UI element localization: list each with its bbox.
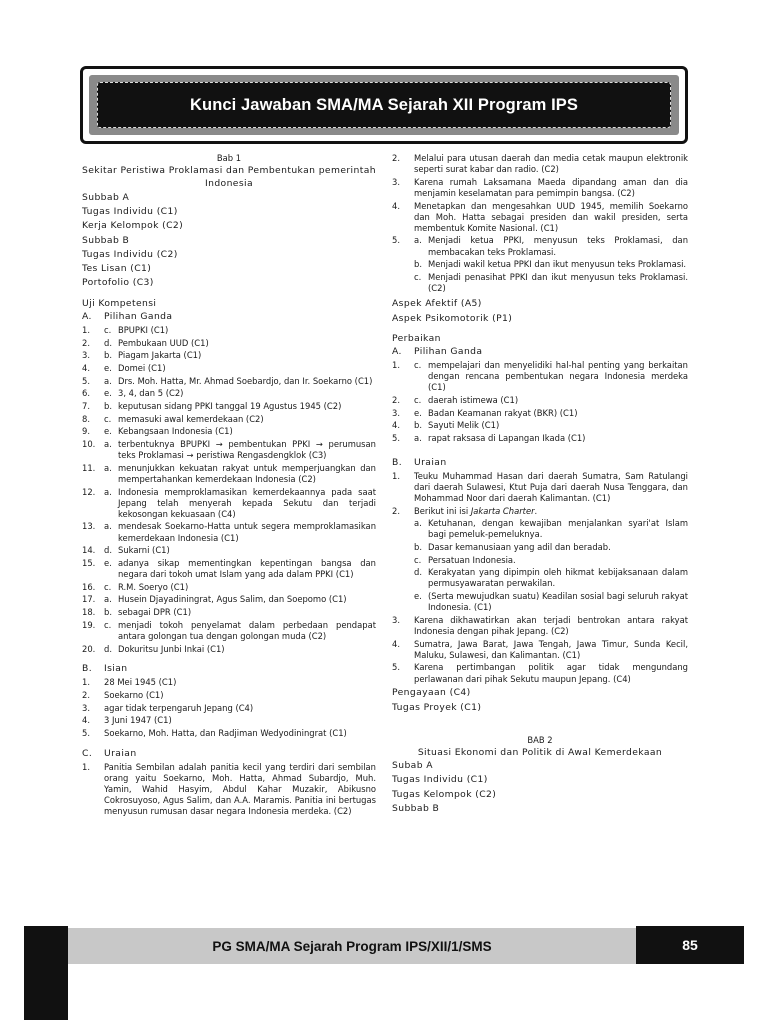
list-item (82, 607, 376, 618)
item-number: 3. (392, 176, 400, 187)
item-text: Domei (C1) (118, 362, 166, 373)
left-column (82, 153, 376, 819)
item-number: 3. (392, 614, 400, 625)
item-number: 3. (392, 407, 400, 418)
item-text: daerah istimewa (C1) (428, 394, 519, 405)
item-number: 9. (82, 426, 90, 437)
list-item: 2. Berikut ini isi Jakarta Charter. (392, 505, 538, 516)
item-text: Karena dikhawatirkan akan terjadi bentrokan antara rakyat Indonesia dengan pihak Jepang. (C2) (414, 614, 688, 636)
item-text: keputusan sidang PPKI tanggal 19 Agustus 1945 (C2) (118, 400, 342, 411)
item-text: Kerakyatan yang dipimpin oleh hikmat kebijaksanaan dalam permusyawaratan perwakilan. (428, 567, 688, 589)
fill-in-list (82, 677, 376, 739)
item-text: Drs. Moh. Hatta, Mr. Ahmad Soebardjo, dan Ir. Soekarno (C1) (118, 375, 373, 386)
item-number: 8. (82, 413, 90, 424)
list-item (392, 201, 688, 234)
item-text: 3, 4, dan 5 (C2) (118, 388, 184, 399)
item-letter: b. (414, 259, 422, 270)
essay-list (82, 762, 376, 817)
item-number: 5. (392, 662, 400, 673)
list-item (82, 677, 376, 688)
item-text: agar tidak terpengaruh Jepang (C4) (104, 702, 254, 713)
footer-text: PG SMA/MA Sejarah Program IPS/XII/1/SMS (212, 938, 492, 954)
item-letter: c. (414, 554, 422, 565)
item-text: R.M. Soeryo (C1) (118, 581, 189, 592)
chapter-number: Bab 1 (216, 153, 242, 163)
item-letter: a. (104, 486, 112, 497)
item-letter: b. (104, 607, 112, 618)
title-frame (80, 66, 688, 144)
item-number: 15. (82, 557, 96, 568)
item-number: 13. (82, 521, 96, 532)
item-letter: c. (104, 324, 112, 335)
item-number: 4. (82, 362, 90, 373)
item-text: Karena pertimbangan politik agar tidak mengundang perlawanan dari pihak Sekutu maupun Jepang. (C4) (414, 662, 688, 684)
item-number: 5. (82, 375, 90, 386)
item-text: adanya sikap mementingkan kepentingan bangsa dan negara dari tokoh umat Islam yang ada dalam PPKI (C1) (118, 557, 376, 579)
item-letter: e. (104, 426, 112, 437)
item-text: Badan Keamanan rakyat (BKR) (C1) (428, 407, 578, 418)
item-number: 4. (392, 420, 400, 431)
item-text: Melalui para utusan daerah dan media cetak maupun elektronik seperti surat kabar dan radio. (C2) (414, 153, 688, 175)
assessment-label: Kerja Kelompok (C2) (82, 220, 184, 232)
item-number: 4. (82, 715, 90, 726)
list-item (392, 420, 688, 431)
item-number: 1. (82, 324, 90, 335)
item-text: menunjukkan kekuatan rakyat untuk memperjuangkan dan mempertahankan kemerdekaan Indonesia (C2) (118, 462, 376, 484)
list-item (82, 426, 376, 437)
subsection-heading: A. Pilihan Ganda (82, 310, 173, 322)
section-heading: Uji Kompetensi (82, 297, 157, 309)
item-letter: e. (414, 591, 422, 602)
item-text: Dokuritsu Junbi Inkai (C1) (118, 643, 225, 654)
list-item (82, 376, 376, 387)
list-item (392, 360, 688, 393)
item-text: Sukarni (C1) (118, 545, 170, 556)
item-text: Sumatra, Jawa Barat, Jawa Tengah, Jawa Timur, Sunda Kecil, Maluku, Sulawesi, dan Kalimantan. (C1) (414, 638, 688, 660)
multiple-choice-list (392, 360, 688, 444)
item-number: 1. (82, 761, 90, 772)
list-item (414, 518, 688, 540)
item-text: Menjadi wakil ketua PPKI dan ikut menyusun teks Proklamasi. (428, 259, 687, 270)
multiple-choice-list (82, 325, 376, 655)
item-text: memasuki awal kemerdekaan (C2) (118, 413, 264, 424)
item-text: BPUPKI (C1) (118, 324, 169, 335)
item-text: Piagam Jakarta (C1) (118, 350, 202, 361)
right-column (392, 153, 688, 816)
item-number: 3. (82, 350, 90, 361)
list-item (414, 272, 688, 294)
item-letter: b. (414, 420, 422, 431)
subsection-heading: B. Isian (82, 663, 128, 675)
item-number: 6. (82, 388, 90, 399)
list-item (414, 259, 688, 270)
item-number: 19. (82, 619, 96, 630)
list-item (82, 439, 376, 461)
item-text: Soekarno, Moh. Hatta, dan Radjiman Wedyodiningrat (C1) (104, 727, 347, 738)
item-letter: a. (104, 375, 112, 386)
list-item (82, 703, 376, 714)
list-item (392, 153, 688, 175)
item-number: 18. (82, 607, 96, 618)
list-item (82, 325, 376, 336)
item-letter: d. (104, 337, 112, 348)
item-letter: b. (414, 541, 422, 552)
chapter-title: Sekitar Peristiwa Proklamasi dan Pembentukan pemerintah Indonesia (82, 165, 376, 190)
list-item (82, 414, 376, 425)
item-text: Dasar kemanusiaan yang adil dan beradab. (428, 541, 611, 552)
item-text: 3 Juni 1947 (C1) (104, 715, 172, 726)
item-number: 16. (82, 581, 96, 592)
list-item (392, 433, 688, 444)
item-text: Soekarno (C1) (104, 689, 164, 700)
item-text: mendesak Soekarno-Hatta untuk segera memproklamasikan kemerdekaan Indonesia (C1) (118, 521, 376, 543)
list-item (414, 235, 688, 257)
item-number: 2. (82, 337, 90, 348)
aspect-label: Aspek Psikomotorik (P1) (392, 312, 513, 324)
list-item (82, 582, 376, 593)
item-letter: a. (104, 521, 112, 532)
footer-left-block (24, 926, 68, 1020)
item-letter: e. (104, 388, 112, 399)
assessment-label: Tugas Individu (C1) (392, 774, 488, 786)
assessment-label: Pengayaan (C4) (392, 687, 471, 699)
list-item (82, 644, 376, 655)
item-text: mempelajari dan menyelidiki hal-hal penting yang berkaitan dengan rencana pembentukan negara Indonesia merdeka (C1) (428, 360, 688, 393)
chapter-number: BAB 2 (527, 734, 553, 745)
assessment-labels (82, 191, 376, 291)
chapter-title: Situasi Ekonomi dan Politik di Awal Kemerdekaan (417, 746, 663, 758)
footer-bar (68, 928, 636, 964)
item-letter: b. (104, 350, 112, 361)
item-number: 10. (82, 439, 96, 449)
charter-list (392, 518, 688, 613)
list-item (82, 715, 376, 726)
assessment-label: Tugas Kelompok (C2) (392, 788, 497, 800)
list-item (82, 363, 376, 374)
item-text: rapat raksasa di Lapangan Ikada (C1) (428, 433, 586, 443)
item-letter: a. (104, 594, 112, 605)
list-item: 5. a. Menjadi ketua PPKI, menyusun teks Proklamasi, dan membacakan teks Proklamasi. b. Menjadi wakil ketua PPKI dan ikut menyusun teks Proklamasi. c. Menjadi penasihat PPKI dan ikut menyusun teks Proklamasi. (C2) (392, 235, 688, 293)
page-title: Kunci Jawaban SMA/MA Sejarah XII Program IPS (190, 95, 578, 114)
item-letter: a. (414, 235, 422, 246)
item-text: terbentuknya BPUPKI → pembentukan PPKI → perumusan teks Proklamasi → peristiwa Rengasdengklok (C3) (118, 439, 376, 461)
list-item (414, 555, 688, 566)
list-item (392, 177, 688, 199)
subsection-heading: A. Pilihan Ganda (392, 346, 483, 358)
item-number: 20. (82, 643, 96, 654)
list-item (414, 542, 688, 553)
item-letter: d. (414, 567, 422, 578)
title-box (97, 82, 671, 128)
item-letter: d. (104, 643, 112, 654)
list-item (392, 639, 688, 661)
list-item (392, 615, 688, 637)
assessment-label: Tugas Proyek (C1) (392, 701, 482, 713)
item-text: Menjadi penasihat PPKI dan ikut menyusun teks Proklamasi. (C2) (428, 271, 688, 293)
list-item (392, 395, 688, 406)
item-letter: e. (414, 407, 422, 418)
item-letter: b. (104, 400, 112, 411)
item-number: 2. (392, 394, 400, 405)
list-item (82, 545, 376, 556)
assessment-label: Subab A (392, 760, 433, 772)
item-letter: a. (414, 433, 422, 443)
item-number: 5. (392, 433, 400, 443)
essay-list-rest (392, 615, 688, 685)
page-number: 85 (682, 937, 698, 953)
item-number: 1. (392, 360, 400, 371)
item-letter: c. (414, 271, 422, 282)
list-item (82, 620, 376, 642)
list-item (392, 408, 688, 419)
assessment-label: Subbab B (392, 802, 440, 814)
item-letter: c. (104, 581, 112, 592)
list-item (414, 591, 688, 613)
list-item (82, 350, 376, 361)
item-text: sebagai DPR (C1) (118, 607, 192, 618)
list-item (82, 401, 376, 412)
item-number: 7. (82, 400, 90, 411)
item-number: 2. (392, 153, 400, 163)
list-item (82, 558, 376, 580)
list-item (82, 594, 376, 605)
item-text: Panitia Sembilan adalah panitia kecil yang terdiri dari sembilan orang yaitu Soekarno, Moh. Hatta, Ahmad Subardjo, Muh. Yamin, Wahid Hasyim, Abdul Kahar Muzakir, Abikusno Cokrosuyoso, Agus Salim, dan A.A. Maramis. Panitia ini bertugas menyusun rumusan dasar negara Indonesia merdeka. (C2) (104, 761, 376, 816)
item-number: 2. (82, 689, 90, 700)
subsection-heading: C. Uraian (82, 747, 137, 759)
item-text: Husein Djayadiningrat, Agus Salim, dan Soepomo (C1) (118, 594, 347, 605)
item-text: Menetapkan dan mengesahkan UUD 1945, memilih Soekarno dan Moh. Hatta sebagai presiden dan wakil presiden, serta membentuk Komite Nasional. (C1) (414, 200, 688, 233)
list-item (82, 338, 376, 349)
item-letter: a. (414, 518, 422, 529)
list-item: 1. Teuku Muhammad Hasan dari daerah Sumatra, Sam Ratulangi dari daerah Sulawesi, Ktut Puja dari daerah Nusa Tenggara, dan Mohammad Noor dari daerah Kalimantan. (C1) (392, 470, 688, 503)
list-item (82, 728, 376, 739)
item-letter: d. (104, 545, 112, 556)
aspect-label: Aspek Afektif (A5) (392, 298, 482, 310)
item-text: 28 Mei 1945 (C1) (104, 677, 177, 688)
item-text: Menjadi ketua PPKI, menyusun teks Proklamasi, dan membacakan teks Proklamasi. (428, 235, 688, 257)
item-number: 3. (82, 702, 90, 713)
item-text: Pembukaan UUD (C1) (118, 337, 209, 348)
item-number: 12. (82, 486, 96, 497)
item-letter: c. (104, 413, 112, 424)
item-text: Ketuhanan, dengan kewajiban menjalankan syari'at Islam bagi pemeluk-pemeluknya. (428, 518, 688, 540)
list-item (82, 388, 376, 399)
item-text: Kebangsaan Indonesia (C1) (118, 426, 233, 437)
assessment-label: Subbab B (82, 234, 130, 246)
item-letter: c. (414, 360, 422, 371)
assessment-label: Tugas Individu (C1) (82, 206, 178, 218)
list-item (82, 487, 376, 520)
list-item (414, 567, 688, 589)
item-letter: e. (104, 557, 112, 568)
item-letter: e. (104, 362, 112, 373)
assessment-label: Portofolio (C3) (82, 277, 154, 289)
list-item (82, 463, 376, 485)
list-item (82, 690, 376, 701)
essay-list-continued (392, 153, 688, 234)
list-item (82, 762, 376, 817)
item-letter: a. (104, 462, 112, 473)
item-number: 14. (82, 545, 96, 556)
item-number: 5. (82, 727, 90, 738)
assessment-label: Tugas Individu (C2) (82, 248, 178, 260)
item-number: 4. (392, 638, 400, 649)
item-number: 4. (392, 200, 400, 211)
item-text: Indonesia memproklamasikan kemerdekaannya pada saat Jepang telah menyerah kepada Sekutu dan terjadi kekosongan kekuasaan (C4) (118, 486, 376, 519)
page-number-box (636, 926, 744, 964)
list-item (392, 662, 688, 684)
assessment-label: Subbab A (82, 191, 130, 203)
list-item (82, 521, 376, 543)
item-text: (Serta mewujudkan suatu) Keadilan sosial bagi seluruh rakyat Indonesia. (C1) (428, 591, 688, 613)
item-letter: a. (104, 439, 112, 449)
section-heading: Perbaikan (392, 332, 441, 344)
item-text: menjadi tokoh penyelamat dalam perbedaan pendapat antara golongan tua dengan golongan muda (C2) (118, 619, 376, 641)
item-letter: c. (414, 394, 422, 405)
item-number: 11. (82, 462, 96, 473)
item-text: Persatuan Indonesia. (428, 554, 516, 565)
item-letter: c. (104, 619, 112, 630)
item-text: Karena rumah Laksamana Maeda dipandang aman dan dia menjamin keselamatan para pemimpin bangsa. (C2) (414, 176, 688, 198)
item-number: 17. (82, 594, 96, 605)
subsection-heading: B. Uraian (392, 456, 447, 468)
item-number: 1. (82, 677, 90, 688)
assessment-label: Tes Lisan (C1) (82, 263, 152, 275)
item-text: Sayuti Melik (C1) (428, 420, 500, 431)
